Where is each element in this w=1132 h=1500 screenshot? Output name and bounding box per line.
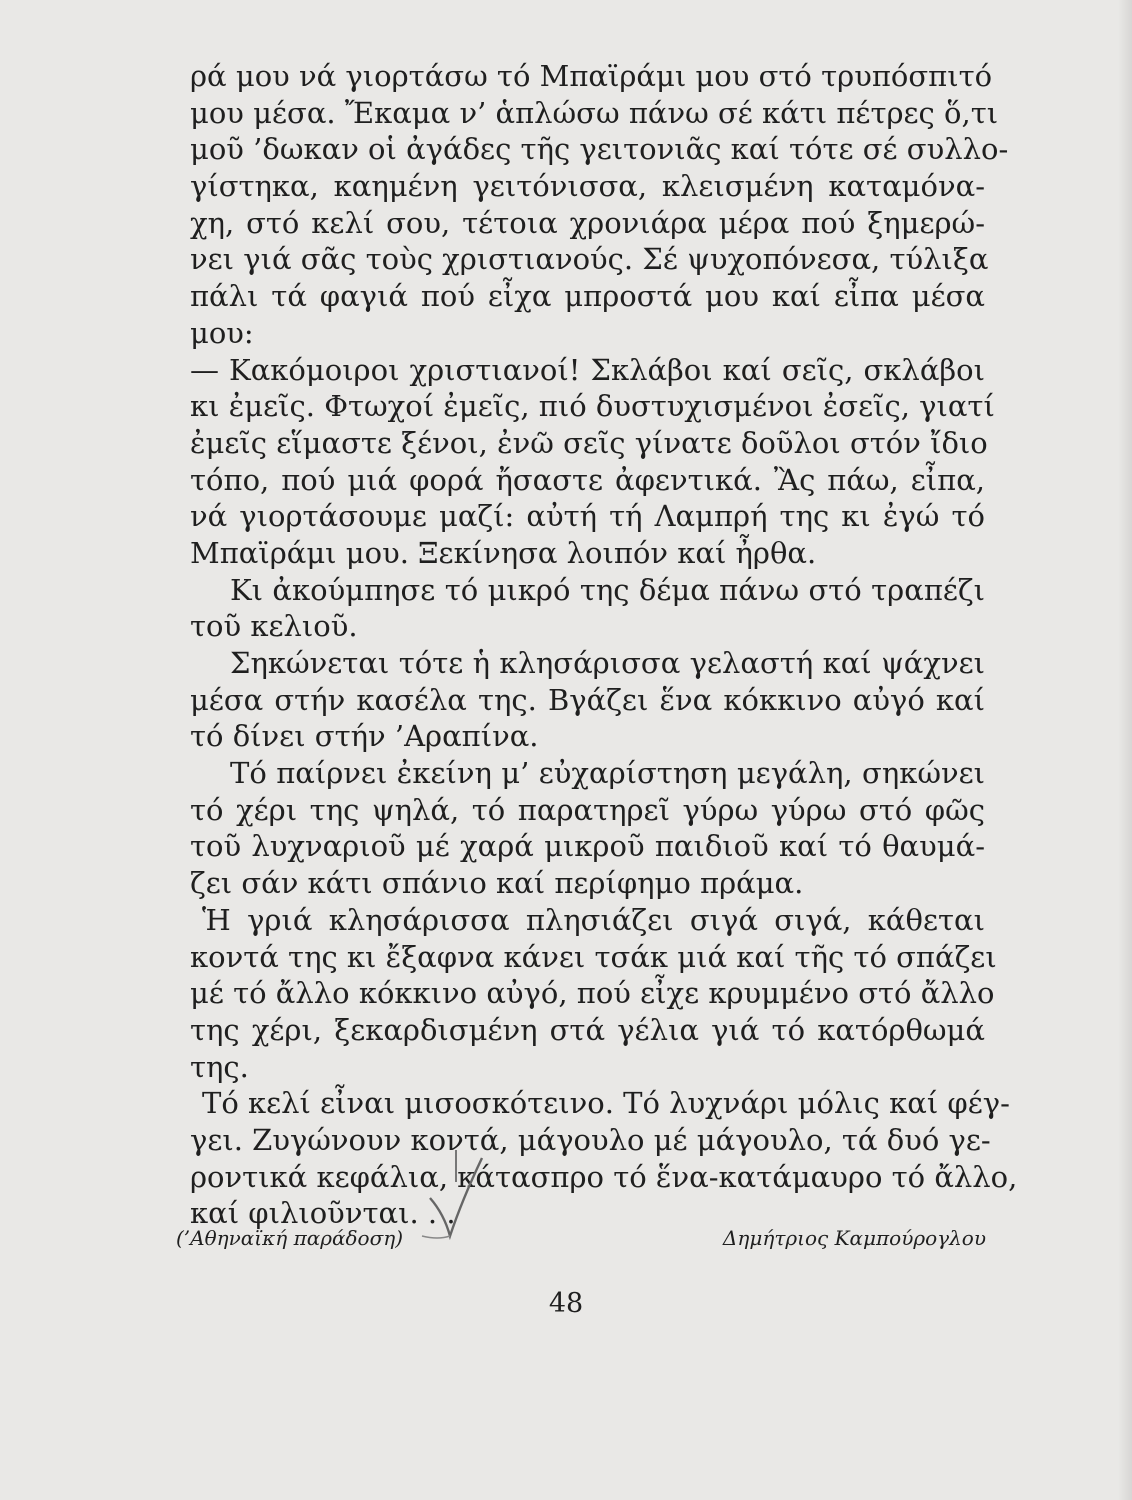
text-line: μου: [190, 315, 254, 350]
text-line: πάλι τά φαγιά πού εἶχα μπροστά μου καί εἶπα μέσα [190, 279, 985, 314]
text-line: Τό κελί εἶναι μισοσκότεινο. Τό λυχνάρι μόλις καί φέγ- [202, 1086, 1010, 1121]
pencil-check-mark-icon [420, 1148, 490, 1243]
text-line: μέ τό ἄλλο κόκκινο αὐγό, πού εἶχε κρυμμένο στό ἄλλο [190, 976, 995, 1011]
text-line: τόπο, πού μιά φορά ἤσαστε ἀφεντικά. Ἂς πάω, εἶπα, [190, 462, 985, 497]
text-line: μέσα στήν κασέλα της. Βγάζει ἕνα κόκκινο αὐγό καί [190, 682, 985, 717]
text-line: — Κακόμοιροι χριστιανοί! Σκλάβοι καί σεῖς, σκλάβοι [190, 352, 985, 387]
text-line: της χέρι, ξεκαρδισμένη στά γέλια γιά τό κατόρθωμά [190, 1012, 985, 1047]
text-line: καί φιλιοῦνται. . . [190, 1196, 456, 1231]
source-note: (’Αθηναϊκή παράδοση) [176, 1226, 404, 1250]
text-line: Τό παίρνει ἐκείνη μ’ εὐχαρίστηση μεγάλη, σηκώνει [230, 756, 985, 791]
text-line: ροντικά κεφάλια, κάτασπρο τό ἕνα-κατάμαυρο τό ἄλλο, [190, 1159, 1018, 1194]
text-line: ρά μου νά γιορτάσω τό Μπαϊράμι μου στό τρυπόσπιτό [190, 59, 993, 93]
body-text [190, 58, 1018, 1232]
text-line: Σηκώνεται τότε ἡ κλησάρισσα γελαστή καί ψάχνει [230, 646, 985, 680]
text-line: χη, στό κελί σου, τέτοια χρονιάρα μέρα πού ξημερώ- [190, 205, 985, 240]
text-line: γει. Ζυγώνουν κοντά, μάγουλο μέ μάγουλο, τά δυό γε- [190, 1122, 991, 1157]
text-line: τοῦ λυχναριοῦ μέ χαρά μικροῦ παιδιοῦ καί τό θαυμά- [190, 829, 985, 864]
page-number: 48 [548, 1288, 584, 1319]
text-line: τό δίνει στήν ’Αραπίνα. [190, 719, 539, 754]
text-line: μου μέσα. Ἔκαμα ν’ ἁπλώσω πάνω σέ κάτι πέτρες ὅ,τι [190, 95, 999, 130]
text-line: Κι ἀκούμπησε τό μικρό της δέμα πάνω στό τραπέζι [230, 572, 985, 607]
text-line: τοῦ κελιοῦ. [190, 609, 358, 644]
text-line: κι ἐμεῖς. Φτωχοί ἐμεῖς, πιό δυστυχισμένοι ἐσεῖς, γιατί [190, 389, 995, 424]
text-line: νά γιορτάσουμε μαζί: αὐτή τή Λαμπρή της κι ἐγώ τό [190, 499, 985, 534]
text-line: Ἡ γριά κλησάρισσα πλησιάζει σιγά σιγά, κάθεται [202, 902, 985, 937]
text-line: μοῦ ’δωκαν οἱ ἀγάδες τῆς γειτονιᾶς καί τότε σέ συλλο- [190, 132, 1009, 167]
author-name: Δημήτριος Καμπούρογλου [722, 1226, 986, 1250]
text-line: Μπαϊράμι μου. Ξεκίνησα λοιπόν καί ἦρθα. [190, 535, 817, 570]
text-line: ζει σάν κάτι σπάνιο καί περίφημο πράμα. [190, 866, 804, 901]
text-line: κοντά της κι ἔξαφνα κάνει τσάκ μιά καί τῆς τό σπάζει [190, 939, 997, 974]
text-line: τό χέρι της ψηλά, τό παρατηρεῖ γύρω γύρω στό φῶς [190, 792, 985, 827]
scan-edge-shadow [1118, 0, 1132, 1500]
text-line: ἐμεῖς εἵμαστε ξένοι, ἐνῶ σεῖς γίνατε δοῦλοι στόν ἴδιο [190, 425, 988, 460]
text-line: της. [190, 1049, 249, 1084]
text-line: νει γιά σᾶς τοὺς χριστιανούς. Σέ ψυχοπόνεσα, τύλιξα [190, 242, 989, 277]
text-line: γίστηκα, καημένη γειτόνισσα, κλεισμένη καταμόνα- [190, 169, 985, 204]
